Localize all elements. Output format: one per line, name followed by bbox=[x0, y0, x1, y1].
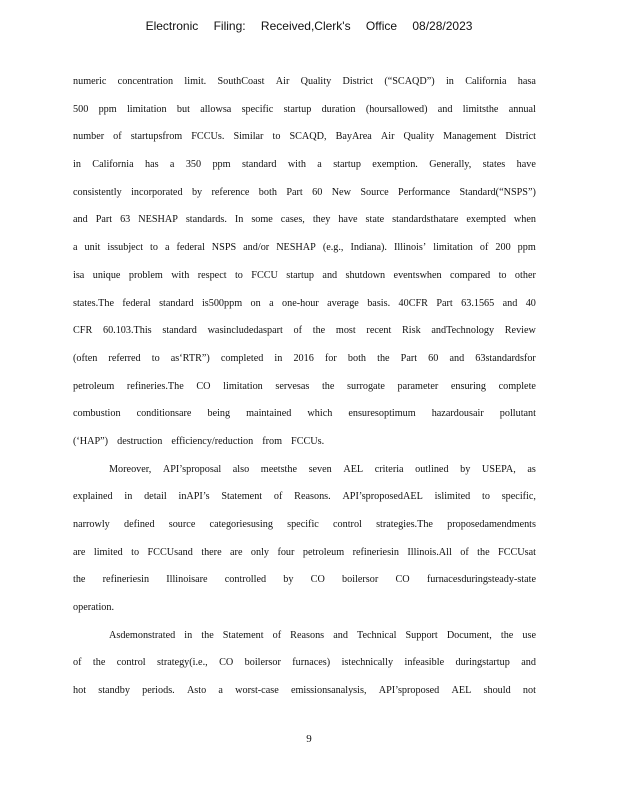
word: wasincludedaspart bbox=[207, 325, 283, 337]
word: completed bbox=[220, 352, 264, 364]
word: categoriesusing bbox=[209, 519, 273, 530]
word: to bbox=[131, 546, 140, 558]
word: Asto bbox=[186, 685, 207, 697]
word: most bbox=[335, 325, 356, 337]
word: Management bbox=[443, 131, 497, 143]
word: Moreover, bbox=[109, 463, 152, 475]
word: one-hour bbox=[282, 297, 319, 309]
word: petroleum bbox=[302, 546, 345, 558]
word: exempted bbox=[466, 214, 506, 226]
word: of bbox=[73, 657, 82, 669]
word: istechnically bbox=[341, 657, 394, 669]
word: problem bbox=[128, 269, 163, 281]
word: standard bbox=[159, 297, 194, 309]
word: worst-case bbox=[235, 685, 279, 697]
text-line bbox=[73, 649, 536, 677]
text-line bbox=[73, 290, 536, 318]
word: concentration bbox=[117, 76, 174, 87]
word: 350 bbox=[185, 159, 202, 171]
word: surrogate bbox=[347, 380, 385, 392]
word: Illinois’ bbox=[393, 242, 427, 254]
word: 500 bbox=[73, 103, 89, 115]
word: Performance bbox=[398, 186, 451, 198]
word: a bbox=[169, 159, 175, 171]
word: with bbox=[171, 269, 190, 281]
word: of bbox=[479, 242, 489, 254]
word: startup bbox=[286, 269, 315, 281]
word: to bbox=[482, 491, 490, 503]
word: servesas bbox=[275, 380, 310, 392]
word: AEL bbox=[451, 685, 472, 697]
word: have bbox=[338, 214, 358, 226]
word: unit bbox=[84, 242, 101, 254]
word: FCCUsat bbox=[498, 546, 536, 558]
word: limit. bbox=[184, 76, 207, 87]
word: a bbox=[218, 685, 223, 697]
word: recent bbox=[366, 325, 392, 337]
word: and bbox=[521, 657, 536, 669]
text-line bbox=[73, 317, 536, 345]
word: 40 bbox=[525, 297, 536, 309]
word: allowsa bbox=[200, 103, 232, 115]
word: Quality bbox=[403, 131, 435, 143]
word: in bbox=[73, 159, 81, 171]
word: states.The bbox=[73, 297, 115, 309]
word: Support bbox=[405, 629, 438, 641]
word: 60 bbox=[428, 352, 439, 364]
word: API’sproposedAEL bbox=[342, 491, 423, 503]
word: Risk bbox=[402, 325, 421, 337]
word: USEPA, bbox=[481, 463, 516, 475]
word: Part bbox=[286, 186, 303, 198]
word: SouthCoast bbox=[217, 76, 265, 87]
text-line bbox=[73, 456, 536, 484]
text-line bbox=[73, 262, 536, 290]
word: In bbox=[234, 214, 244, 226]
word: when bbox=[513, 214, 536, 226]
text-line bbox=[73, 594, 536, 622]
word: Reasons bbox=[290, 629, 325, 641]
word: specific bbox=[241, 103, 274, 115]
word: and bbox=[437, 103, 453, 115]
word: number bbox=[73, 131, 105, 143]
text-line bbox=[73, 511, 536, 539]
word: California bbox=[465, 76, 507, 87]
word: should bbox=[483, 685, 511, 697]
word: they bbox=[312, 214, 331, 226]
word: operation. bbox=[73, 602, 115, 614]
word: from bbox=[262, 435, 283, 447]
page-number: 9 bbox=[306, 733, 312, 745]
word: 60.103.This bbox=[102, 325, 152, 337]
word: some bbox=[251, 214, 273, 226]
word: control bbox=[116, 657, 146, 669]
word: the bbox=[377, 352, 390, 364]
text-line bbox=[73, 539, 536, 567]
word: District bbox=[342, 76, 374, 87]
word: but bbox=[176, 103, 190, 115]
word: Document, bbox=[446, 629, 492, 641]
word: ppm bbox=[517, 242, 536, 254]
word: which bbox=[307, 408, 333, 420]
word: API’sproposal bbox=[162, 463, 222, 475]
word: Statement bbox=[222, 629, 264, 641]
word: the bbox=[73, 574, 86, 586]
word: by bbox=[283, 574, 294, 586]
word: 60 bbox=[312, 186, 323, 198]
word: numeric bbox=[73, 76, 107, 87]
word: Illinoisare bbox=[166, 574, 208, 586]
word: have bbox=[516, 159, 536, 171]
word: meetsthe bbox=[260, 463, 297, 475]
word: FCCUs. bbox=[291, 435, 325, 447]
word: NSPS bbox=[211, 242, 237, 254]
word: Part bbox=[400, 352, 418, 364]
word: (hoursallowed) bbox=[365, 103, 428, 115]
word: strategy(i.e., bbox=[157, 657, 208, 669]
word: CO bbox=[310, 574, 325, 586]
word: destruction bbox=[117, 435, 163, 447]
word: combustion bbox=[73, 408, 121, 420]
word: and bbox=[322, 269, 338, 281]
word: periods. bbox=[142, 685, 175, 697]
word: Air bbox=[275, 76, 290, 87]
word: AEL bbox=[343, 463, 364, 475]
word: the bbox=[312, 325, 326, 337]
text-line bbox=[73, 622, 536, 650]
word: furnaces) bbox=[292, 657, 331, 669]
word: limitation bbox=[223, 380, 263, 392]
word: is500ppm bbox=[201, 297, 243, 309]
word: controlled bbox=[224, 574, 267, 586]
word: for bbox=[324, 352, 337, 364]
word: Source bbox=[360, 186, 389, 198]
word: FCCUsand bbox=[147, 546, 193, 558]
word: inAPI’s bbox=[178, 491, 210, 503]
word: to bbox=[498, 269, 507, 281]
word: are bbox=[73, 546, 86, 558]
word: source bbox=[168, 519, 196, 530]
word: hot bbox=[73, 685, 87, 697]
word: refineriesin bbox=[102, 574, 150, 586]
word: four bbox=[277, 546, 295, 558]
word: 63standardsfor bbox=[475, 352, 536, 364]
word: strategies.The bbox=[376, 519, 433, 530]
word: CFR bbox=[73, 325, 93, 337]
text-line bbox=[73, 400, 536, 428]
word: detail bbox=[144, 491, 167, 503]
word: of bbox=[293, 325, 303, 337]
word: 63.1565 bbox=[461, 297, 495, 309]
word: andTechnology bbox=[431, 325, 495, 337]
word: complete bbox=[498, 380, 536, 392]
word: 200 bbox=[495, 242, 511, 254]
word: California bbox=[92, 159, 134, 171]
text-line bbox=[73, 345, 536, 373]
word: (often bbox=[73, 352, 98, 364]
word: 63 bbox=[120, 214, 131, 226]
word: proposedamendments bbox=[447, 519, 536, 530]
word: and/or bbox=[243, 242, 270, 254]
text-line bbox=[73, 68, 536, 96]
word: also bbox=[232, 463, 250, 475]
word: and bbox=[333, 629, 348, 641]
word: a bbox=[73, 242, 78, 254]
word: standard bbox=[162, 325, 197, 337]
word: ppm bbox=[98, 103, 117, 115]
word: control bbox=[333, 519, 362, 530]
word: conditionsare bbox=[136, 408, 192, 420]
word: of bbox=[273, 491, 283, 503]
word: maintained bbox=[246, 408, 292, 420]
word: only bbox=[250, 546, 270, 558]
word: (‘HAP”) bbox=[73, 435, 109, 447]
word: API’sproposed bbox=[378, 685, 440, 697]
word: and bbox=[502, 297, 518, 309]
word: pollutant bbox=[499, 408, 536, 420]
word: Standard(“NSPS”) bbox=[459, 186, 536, 198]
word: NESHAP bbox=[276, 242, 316, 254]
word: CO bbox=[196, 380, 211, 392]
word: FCCUs. bbox=[191, 131, 225, 143]
word: Indiana). bbox=[350, 242, 387, 254]
word: standardsthatare bbox=[392, 214, 459, 226]
word: of bbox=[460, 546, 469, 558]
word: the bbox=[500, 629, 514, 641]
word: emissionsanalysis, bbox=[290, 685, 367, 697]
text-line bbox=[73, 179, 536, 207]
word: incorporated bbox=[131, 186, 183, 198]
word: New bbox=[331, 186, 351, 198]
word: Air bbox=[380, 131, 395, 143]
word: Part bbox=[436, 297, 453, 309]
word: as‘RTR”) bbox=[170, 352, 210, 364]
word: other bbox=[514, 269, 536, 281]
word: in bbox=[445, 76, 454, 87]
word: 2016 bbox=[293, 352, 314, 364]
word: both bbox=[258, 186, 277, 198]
word: has bbox=[144, 159, 159, 171]
word: of bbox=[113, 131, 122, 143]
word: (e.g., bbox=[322, 242, 344, 254]
word: islimited bbox=[434, 491, 471, 503]
word: the bbox=[92, 657, 106, 669]
word: narrowly bbox=[73, 519, 110, 530]
word: limitsthe bbox=[462, 103, 499, 115]
word: in bbox=[274, 352, 283, 364]
word: exemption. bbox=[372, 159, 418, 171]
word: ensuresoptimum bbox=[348, 408, 416, 420]
word: hazardousair bbox=[431, 408, 484, 420]
word: SCAQD, bbox=[289, 131, 327, 143]
word: FCCU bbox=[251, 269, 278, 281]
word: compared bbox=[450, 269, 491, 281]
text-line bbox=[73, 566, 536, 594]
word: Part bbox=[95, 214, 113, 226]
word: duringstartup bbox=[455, 657, 510, 669]
text-line bbox=[73, 428, 536, 456]
word: CO bbox=[395, 574, 410, 586]
word: reference bbox=[211, 186, 250, 198]
word: with bbox=[287, 159, 306, 171]
word: in bbox=[124, 491, 133, 503]
text-line bbox=[73, 234, 536, 262]
word: as bbox=[527, 463, 536, 475]
word: and bbox=[73, 214, 88, 226]
word: refineriesin bbox=[352, 546, 399, 558]
word: boilersor bbox=[244, 657, 281, 669]
word: isa bbox=[73, 269, 85, 281]
word: Generally, bbox=[429, 159, 472, 171]
word: federal bbox=[122, 297, 151, 309]
text-line bbox=[73, 151, 536, 179]
word: are bbox=[230, 546, 243, 558]
word: infeasible bbox=[404, 657, 445, 669]
word: annual bbox=[508, 103, 536, 115]
word: by bbox=[191, 186, 203, 198]
word: hasa bbox=[517, 76, 536, 87]
word: boilersor bbox=[342, 574, 379, 586]
word: the bbox=[201, 629, 214, 641]
word: Review bbox=[504, 325, 536, 337]
word: startupsfrom bbox=[130, 131, 183, 143]
word: Statement bbox=[221, 491, 263, 503]
word: state bbox=[365, 214, 385, 226]
word: the bbox=[321, 380, 335, 392]
word: shutdown bbox=[345, 269, 386, 281]
word: Reasons. bbox=[294, 491, 331, 503]
word: a bbox=[269, 297, 274, 309]
word: average bbox=[327, 297, 359, 309]
word: outlined bbox=[415, 463, 449, 475]
word: and bbox=[449, 352, 465, 364]
word: efficiency/reduction bbox=[171, 435, 254, 447]
word: ppm bbox=[212, 159, 231, 171]
word: basis. bbox=[367, 297, 391, 309]
word: Quality bbox=[300, 76, 332, 87]
word: limitation bbox=[433, 242, 473, 254]
word: both bbox=[347, 352, 367, 364]
word: consistently bbox=[73, 186, 122, 198]
word: to bbox=[151, 352, 160, 364]
word: NESHAP bbox=[138, 214, 178, 226]
word: furnacesduringsteady-state bbox=[426, 574, 536, 586]
text-line bbox=[73, 483, 536, 511]
word: to bbox=[272, 131, 281, 143]
text-line bbox=[73, 96, 536, 124]
word: petroleum bbox=[73, 380, 115, 392]
word: (“SCAQD”) bbox=[384, 76, 435, 87]
word: standards. bbox=[185, 214, 227, 226]
word: duration bbox=[321, 103, 356, 115]
word: a bbox=[317, 159, 322, 171]
word: by bbox=[460, 463, 471, 475]
word: Similar bbox=[233, 131, 264, 143]
word: parameter bbox=[397, 380, 439, 392]
word: federal bbox=[176, 242, 205, 254]
word: startup bbox=[333, 159, 361, 171]
word: Illinois.All bbox=[407, 546, 452, 558]
word: cases, bbox=[280, 214, 305, 226]
word: limited bbox=[93, 546, 123, 558]
word: explained bbox=[73, 491, 113, 503]
word: the bbox=[477, 546, 490, 558]
word: in bbox=[184, 629, 193, 641]
word: to bbox=[234, 269, 243, 281]
text-line bbox=[73, 677, 536, 705]
document-body bbox=[73, 68, 536, 705]
word: standby bbox=[98, 685, 130, 697]
word: there bbox=[201, 546, 222, 558]
word: of bbox=[272, 629, 282, 641]
word: on bbox=[250, 297, 261, 309]
word: respect bbox=[197, 269, 227, 281]
word: standard bbox=[241, 159, 277, 171]
text-line bbox=[73, 206, 536, 234]
word: seven bbox=[308, 463, 332, 475]
text-line bbox=[73, 373, 536, 401]
text-line bbox=[73, 123, 536, 151]
word: to bbox=[150, 242, 158, 254]
word: states bbox=[482, 159, 506, 171]
word: unique bbox=[92, 269, 121, 281]
word: Technical bbox=[356, 629, 397, 641]
word: 40CFR bbox=[398, 297, 428, 309]
word: specific, bbox=[501, 491, 536, 503]
word: use bbox=[522, 629, 536, 641]
filing-header: Electronic Filing: Received,Clerk's Office 08/28/2023 bbox=[145, 19, 473, 33]
word: not bbox=[522, 685, 536, 697]
word: District bbox=[505, 131, 536, 143]
word: issubject bbox=[107, 242, 144, 254]
word: criteria bbox=[374, 463, 404, 475]
word: limitation bbox=[126, 103, 167, 115]
word: referred bbox=[108, 352, 141, 364]
word: eventswhen bbox=[393, 269, 442, 281]
word: defined bbox=[123, 519, 155, 530]
word: specific bbox=[287, 519, 319, 530]
word: Asdemonstrated bbox=[109, 629, 176, 641]
word: a bbox=[164, 242, 170, 254]
word: BayArea bbox=[335, 131, 372, 143]
word: being bbox=[207, 408, 231, 420]
word: refineries.The bbox=[126, 380, 184, 392]
word: CO bbox=[219, 657, 234, 669]
word: startup bbox=[283, 103, 312, 115]
word: ensuring bbox=[450, 380, 486, 392]
